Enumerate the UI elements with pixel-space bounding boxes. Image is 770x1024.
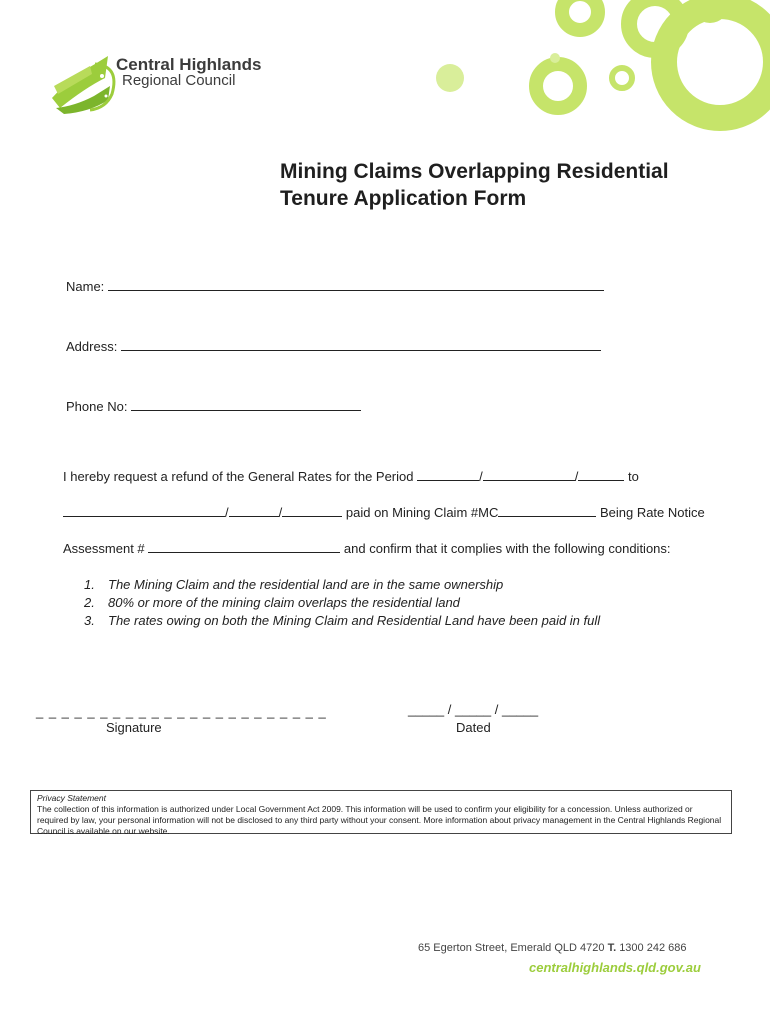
title-line1: Mining Claims Overlapping Residential [280, 160, 669, 183]
footer-phone-prefix: T. [607, 942, 617, 954]
refund-text: I hereby request a refund of the General Rates for the Period [63, 469, 414, 484]
address-label: Address: [66, 339, 118, 354]
address-row [66, 338, 601, 354]
refund-row [63, 468, 639, 484]
slash: / [278, 505, 283, 520]
signature-field[interactable]: _ _ _ _ _ _ _ _ _ _ _ _ _ _ _ _ _ _ _ _ _ _ _ [36, 704, 327, 719]
phone-row [66, 398, 361, 414]
name-row [66, 278, 604, 294]
period-start-day-field[interactable] [417, 468, 479, 481]
rate-notice-text: Being Rate Notice [599, 505, 705, 520]
phone-label: Phone No: [66, 399, 128, 414]
assessment-field[interactable] [148, 540, 340, 553]
privacy-title: Privacy Statement [37, 793, 106, 803]
footer-address-row [418, 942, 686, 954]
confirm-text: and confirm that it complies with the following conditions: [343, 541, 671, 556]
footer-phone: 1300 242 686 [619, 942, 687, 954]
slash: / [574, 469, 579, 484]
logo-name-line1: Central Highlands [116, 55, 262, 74]
assessment-row [63, 540, 671, 556]
to-text: to [628, 469, 639, 484]
conditions-list [84, 576, 600, 630]
period-end-year-field[interactable] [282, 504, 342, 517]
page-title [280, 158, 669, 212]
assessment-label: Assessment # [63, 541, 145, 556]
period-end-month-field[interactable] [229, 504, 279, 517]
date-field[interactable]: _____ / _____ / _____ [408, 702, 539, 717]
list-item: 2. 80% or more of the mining claim overlaps the residential land [84, 595, 460, 610]
logo-name-line2: Regional Council [122, 72, 236, 89]
privacy-statement [30, 790, 732, 834]
footer-website-link[interactable]: centralhighlands.qld.gov.au [529, 960, 701, 975]
dated-label: Dated [456, 720, 491, 735]
slash: / [479, 469, 483, 484]
mining-claim-field[interactable] [498, 504, 596, 517]
paid-text: paid on Mining Claim #MC [345, 505, 499, 520]
paid-row [63, 504, 705, 520]
address-field[interactable] [121, 338, 601, 351]
privacy-body: The collection of this information is authorized under Local Government Act 2009. This information will be used to confirm your eligibility for a concession. Unless authorized or required by law, your personal information will not be disclosed to any third party without your consent. More information about privacy management in the Central Highlands Regional Council is available on our website. [37, 804, 722, 836]
slash: / [225, 505, 229, 520]
title-line2: Tenure Application Form [280, 187, 527, 210]
period-end-day-field[interactable] [63, 504, 225, 517]
list-item: 1. The Mining Claim and the residential land are in the same ownership [84, 577, 504, 592]
phone-field[interactable] [131, 398, 361, 411]
footer-address: 65 Egerton Street, Emerald QLD 4720 [418, 942, 605, 954]
period-start-month-field[interactable] [483, 468, 575, 481]
period-start-year-field[interactable] [578, 468, 624, 481]
name-field[interactable] [108, 278, 604, 291]
name-label: Name: [66, 279, 105, 294]
signature-label: Signature [106, 720, 162, 735]
list-item: 3. The rates owing on both the Mining Claim and Residential Land have been paid in full [84, 613, 601, 628]
